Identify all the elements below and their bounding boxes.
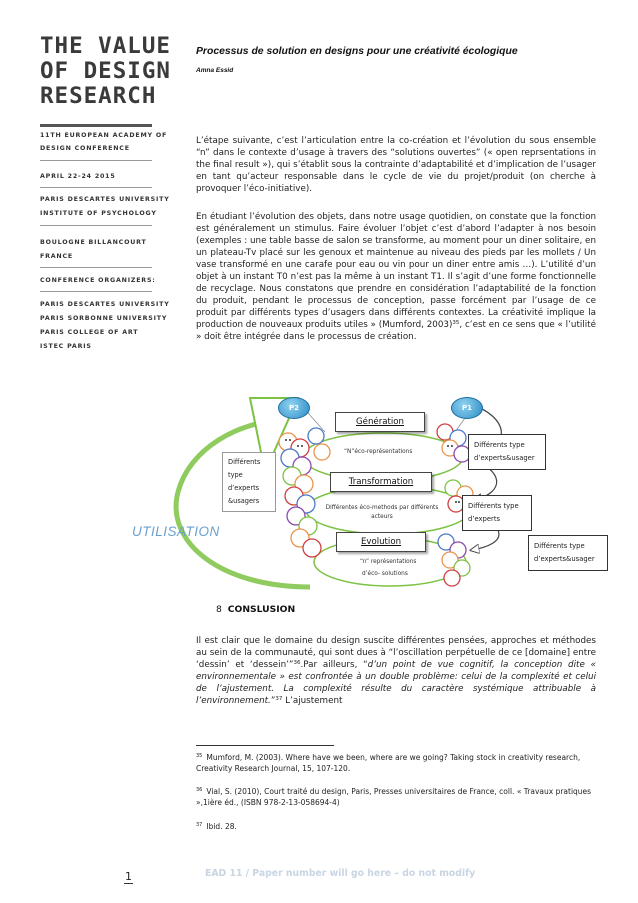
node-p2: P2 — [278, 397, 310, 419]
box-transformation-label: Transformation — [348, 477, 414, 487]
logo-line-2: OF DESIGN — [40, 58, 171, 84]
right-box-2-line-2: d’experts — [468, 515, 501, 523]
section-title: CONSLUSION — [227, 604, 296, 615]
footnote-ref-35[interactable]: 35 — [452, 320, 460, 326]
logo-line-3: RESEARCH — [40, 83, 157, 109]
conference-name-2: DESIGN CONFERENCE — [40, 145, 130, 152]
paper-author: Amna Essid — [196, 67, 234, 74]
right-box-2-line-1: Différents type — [468, 502, 519, 510]
footnote-37 — [196, 821, 596, 832]
location-line-2: FRANCE — [40, 253, 74, 260]
organizer-3: PARIS COLLEGE OF ART — [40, 329, 139, 336]
box-experts-users-right-1 — [468, 434, 546, 470]
box-experts-users-left — [222, 452, 276, 512]
organizer-1: PARIS DESCARTES UNIVERSITY — [40, 301, 170, 308]
paper-title: Processus de solution en designs pour une créativité écologique — [196, 46, 518, 57]
label-eco-solutions: d’éco- solutions — [362, 571, 408, 577]
right-box-1-line-1: Différents type — [474, 441, 525, 449]
process-diagram — [132, 392, 610, 592]
section-heading — [216, 604, 295, 615]
label-n-representations: “n” représentations — [360, 559, 417, 565]
conference-name-1: 11TH EUROPEAN ACADEMY OF — [40, 132, 168, 139]
box-transformation — [330, 472, 432, 492]
logo-line-1: THE VALUE — [40, 33, 171, 59]
section-number: 8 — [216, 604, 222, 615]
footnote-35-number: 35 — [196, 753, 203, 759]
conference-logo — [40, 33, 171, 109]
right-box-1-line-2: d’experts&usager — [474, 454, 535, 462]
sidebar-divider — [40, 225, 152, 226]
footnote-37-number: 37 — [196, 822, 203, 828]
node-p1: P1 — [451, 397, 483, 419]
location-line-1: BOULOGNE BILLANCOURT — [40, 239, 147, 246]
paragraph-1: L’étape suivante, c’est l’articulation entre la co-création et l’évolution du sous ensemble “n” dans le contexte d’usage à travers des “solutions ouvertes” (« open reprsentations in the final result »), qui s’établit sous la contrainte d’adaptabilité et d’implication de l’usager en tant qu’acteur responsable dans le cycle de vie du projet/produit (on cherche à provoquer l’éco-initiative). — [196, 136, 596, 194]
left-box-line-4: &usagers — [228, 497, 260, 505]
label-eco-representations: “N”éco-représentations — [344, 449, 413, 455]
paragraph-2-text: En étudiant l’évolution des objets, dans notre usage quotidien, on constate que la fonction est généralement un stimulus. Faire évoluer l’objet c’est d’abord l’adapter à nos besoin (exemples : une table basse de salon se transforme, au moment pour un diner solitaire, en un plateau-Tv placé sur les genoux et maintenue au niveau des pieds par les mollets / Un vase transformé en une carafe pour eau ou vin pour un diner entre amis …). L’utilité d’un objet à un instant T0 n’est pas la même à un instant T1. Il s’agit d’une forme fonctionnelle de recyclage. Nous constatons que prendre en considération l’adaptabilité de la fonction du produit, pendant le processus de conception, passe forcément par l’usage de ce produit par différents types d’usagers dans différents contextes. La créativité implique la production de nouveaux produits utiles » (Mumford, 2003) — [196, 212, 596, 330]
paragraph-3 — [196, 635, 596, 707]
footnote-ref-37[interactable]: 37 — [275, 696, 283, 702]
right-box-3-line-2: d’experts&usager — [534, 555, 595, 563]
box-generation-label: Génération — [356, 417, 404, 427]
organizer-4: ISTEC PARIS — [40, 343, 92, 350]
paragraph-3-text-b: .Par ailleurs, “ — [300, 660, 368, 670]
footer-text: EAD 11 / Paper number will go here – do not modify — [205, 868, 476, 879]
venue-line-2: INSTITUTE OF PSYCHOLOGY — [40, 210, 157, 217]
venue-line-1: PARIS DESCARTES UNIVERSITY — [40, 196, 170, 203]
organizers-label: CONFERENCE ORGANIZERS: — [40, 277, 156, 284]
footnote-37-text: Ibid. 28. — [206, 822, 237, 831]
footnote-ref-36[interactable]: 36 — [293, 660, 301, 666]
footnote-36-number: 36 — [196, 787, 203, 793]
sidebar-divider — [40, 124, 152, 127]
sidebar-divider — [40, 291, 152, 292]
paragraph-2 — [196, 211, 596, 343]
footnote-35-text: Mumford, M. (2003). Where have we been, where are we going? Taking stock in creativity research, Creativity Research Journal, 15, 107-120. — [196, 753, 581, 773]
sidebar-divider — [40, 160, 152, 161]
box-evolution-label: Evolution — [360, 537, 402, 547]
paragraph-3-quote: d’un point de vue cognitif, la conception dite « environnementale » est confrontée à un double problème: celui de la complexité et celui de l’ajustement. La complexité résulte du caractère systémique attribuable à l’environnement. — [196, 660, 597, 706]
footnote-36-text: Vial, S. (2010), Court traité du design, Paris, Presses universitaires de France, coll. « Travaux pratiques »,1ière éd., (ISBN 978-2-13-058694-4) — [196, 787, 592, 807]
footnote-36 — [196, 786, 596, 808]
box-experts-users-right-3 — [528, 535, 608, 571]
paragraph-3-tail: L’ajustement — [282, 696, 343, 706]
left-box-line-1: Différents — [228, 458, 261, 466]
paragraph-3-text: Il est clair que le domaine du design suscite différentes pensées, approches et méthodes au sein de la communauté, qui sont dues à “l’oscillation perpétuelle de ce [domaine] entre ‘dessin’ et ‘dessein’” — [196, 636, 596, 670]
paragraph-2-tail: , c’est en ce sens que « l’utilité » doit être intégrée dans le processus de création. — [196, 320, 596, 342]
page-number: 1 — [125, 870, 132, 883]
footnote-35 — [196, 752, 596, 774]
sidebar-divider — [40, 187, 152, 188]
label-eco-methods: Différentes éco-methods par différents acteurs — [325, 505, 439, 520]
conference-dates: APRIL 22-24 2015 — [40, 173, 116, 180]
box-generation — [335, 412, 425, 432]
box-experts-right-2 — [462, 495, 532, 531]
footnote-divider — [196, 745, 334, 746]
left-box-line-2: type — [228, 471, 243, 479]
box-evolution — [336, 532, 426, 552]
organizer-2: PARIS SORBONNE UNIVERSITY — [40, 315, 168, 322]
utilisation-label: UTILISATION — [132, 524, 220, 539]
left-box-line-3: d’experts — [228, 484, 260, 492]
right-box-3-line-1: Différents type — [534, 542, 585, 550]
user-cluster-left — [279, 428, 330, 557]
paragraph-3-close-quote: ” — [270, 696, 276, 706]
sidebar-divider — [40, 267, 152, 268]
